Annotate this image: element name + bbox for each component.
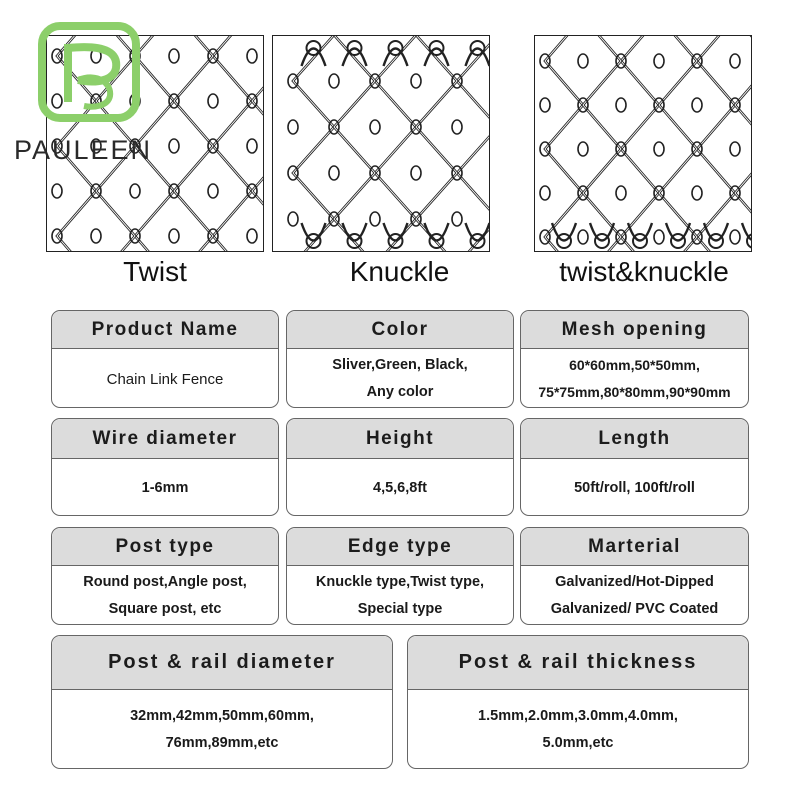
knuckle-mesh-drawing bbox=[273, 36, 490, 252]
spec-value bbox=[408, 690, 748, 769]
spec-line: Square post, etc bbox=[108, 601, 222, 617]
spec-value bbox=[521, 566, 748, 625]
spec-title: Color bbox=[287, 311, 513, 349]
twist-knuckle-mesh-drawing bbox=[535, 36, 752, 252]
spec-title: Product Name bbox=[52, 311, 278, 349]
spec-line: 76mm,89mm,etc bbox=[165, 735, 279, 751]
spec-card-material bbox=[520, 527, 749, 625]
spec-value bbox=[521, 349, 748, 408]
spec-title: Length bbox=[521, 419, 748, 459]
spec-line: 50ft/roll, 100ft/roll bbox=[574, 479, 695, 496]
knuckle-mesh-panel bbox=[272, 35, 490, 252]
brand-name: PAULEEN bbox=[14, 135, 153, 165]
spec-card-mesh-opening bbox=[520, 310, 749, 408]
spec-title: Wire diameter bbox=[52, 419, 278, 459]
spec-card-color bbox=[286, 310, 514, 408]
spec-line: Special type bbox=[357, 601, 443, 617]
spec-value bbox=[521, 459, 748, 516]
spec-line: Round post,Angle post, bbox=[83, 574, 247, 590]
spec-card-edge-type bbox=[286, 527, 514, 625]
spec-line: 60*60mm,50*50mm, bbox=[569, 357, 700, 373]
spec-card-post-rail-diameter bbox=[51, 635, 393, 769]
spec-value bbox=[287, 459, 513, 516]
spec-card-length bbox=[520, 418, 749, 516]
spec-value bbox=[52, 459, 278, 516]
spec-title: Edge type bbox=[287, 528, 513, 566]
spec-title: Post & rail thickness bbox=[408, 636, 748, 690]
spec-line: 5.0mm,etc bbox=[542, 735, 614, 751]
knuckle-caption: Knuckle bbox=[349, 256, 450, 287]
spec-card-post-rail-thickness bbox=[407, 635, 749, 769]
spec-title: Post type bbox=[52, 528, 278, 566]
spec-line: 4,5,6,8ft bbox=[373, 479, 427, 496]
spec-title: Marterial bbox=[521, 528, 748, 566]
spec-line: 1-6mm bbox=[141, 479, 189, 496]
spec-value bbox=[52, 349, 278, 408]
spec-line: Any color bbox=[366, 384, 434, 400]
spec-value bbox=[52, 690, 392, 769]
spec-line: Sliver,Green, Black, bbox=[332, 357, 468, 373]
spec-value bbox=[287, 349, 513, 408]
twist-knuckle-mesh-panel bbox=[534, 35, 752, 252]
twist-knuckle-caption: twist&knuckle bbox=[559, 256, 729, 287]
spec-card-post-type bbox=[51, 527, 279, 625]
spec-line: 75*75mm,80*80mm,90*90mm bbox=[538, 384, 731, 400]
spec-line: Chain Link Fence bbox=[106, 370, 224, 388]
brand-logo-icon bbox=[38, 22, 140, 122]
twist-caption: Twist bbox=[123, 256, 187, 287]
spec-value bbox=[287, 566, 513, 625]
spec-line: 32mm,42mm,50mm,60mm, bbox=[130, 708, 314, 724]
spec-card-wire-diameter bbox=[51, 418, 279, 516]
brand-logo bbox=[38, 22, 140, 127]
spec-card-height bbox=[286, 418, 514, 516]
spec-title: Post & rail diameter bbox=[52, 636, 392, 690]
spec-title: Mesh opening bbox=[521, 311, 748, 349]
spec-title: Height bbox=[287, 419, 513, 459]
spec-line: Knuckle type,Twist type, bbox=[315, 574, 485, 590]
spec-line: 1.5mm,2.0mm,3.0mm,4.0mm, bbox=[478, 708, 678, 724]
spec-line: Galvanized/Hot-Dipped bbox=[555, 574, 714, 590]
spec-card-product-name bbox=[51, 310, 279, 408]
spec-line: Galvanized/ PVC Coated bbox=[550, 601, 719, 617]
spec-value bbox=[52, 566, 278, 625]
